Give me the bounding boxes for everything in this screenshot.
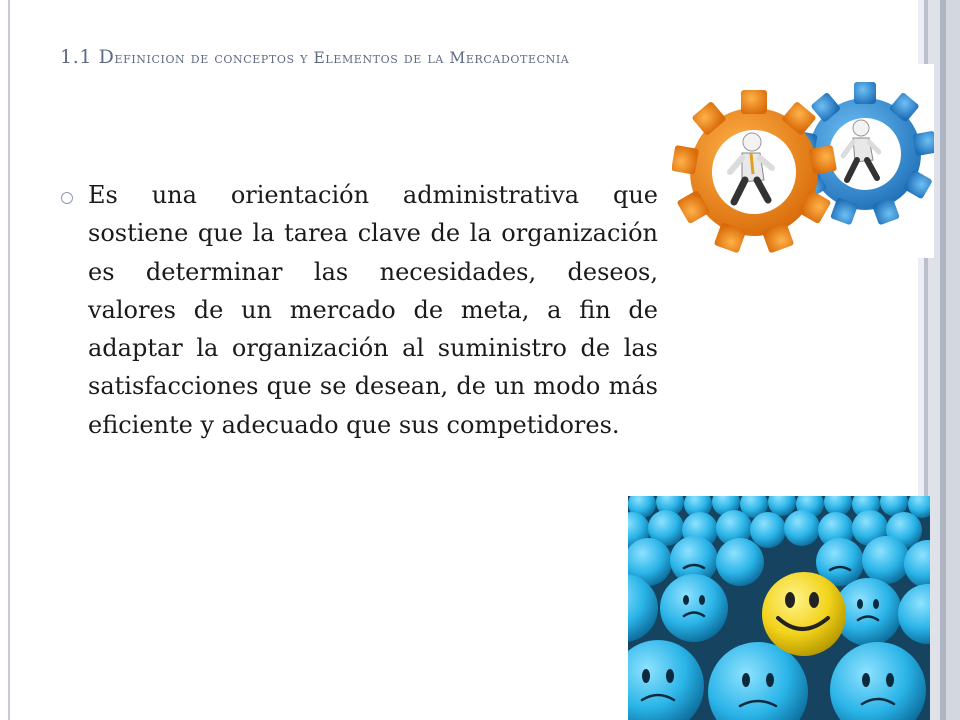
slide-title-rest: efinicion de conceptos y Elementos de la Mercadotecnia	[114, 49, 570, 67]
faces-illustration	[628, 496, 930, 720]
bullet-circle-icon	[61, 192, 73, 204]
left-border-line	[8, 0, 10, 720]
gears-illustration	[672, 64, 934, 258]
right-border-band	[946, 0, 960, 720]
smiley-faces-icon	[628, 496, 930, 720]
bullet-paragraph: Es una orientación administrativa que sostiene que la tarea clave de la organización es determinar las necesidades, deseos, valores de un mercado de meta, a fin de adaptar la organización al suministro de las satisfacciones que se desean, de un modo más eficiente y adecuado que sus competidores.	[88, 181, 658, 439]
gears-icon	[672, 64, 934, 258]
slide-title	[60, 44, 660, 71]
slide-title-lead: 1.1 D	[60, 46, 115, 68]
